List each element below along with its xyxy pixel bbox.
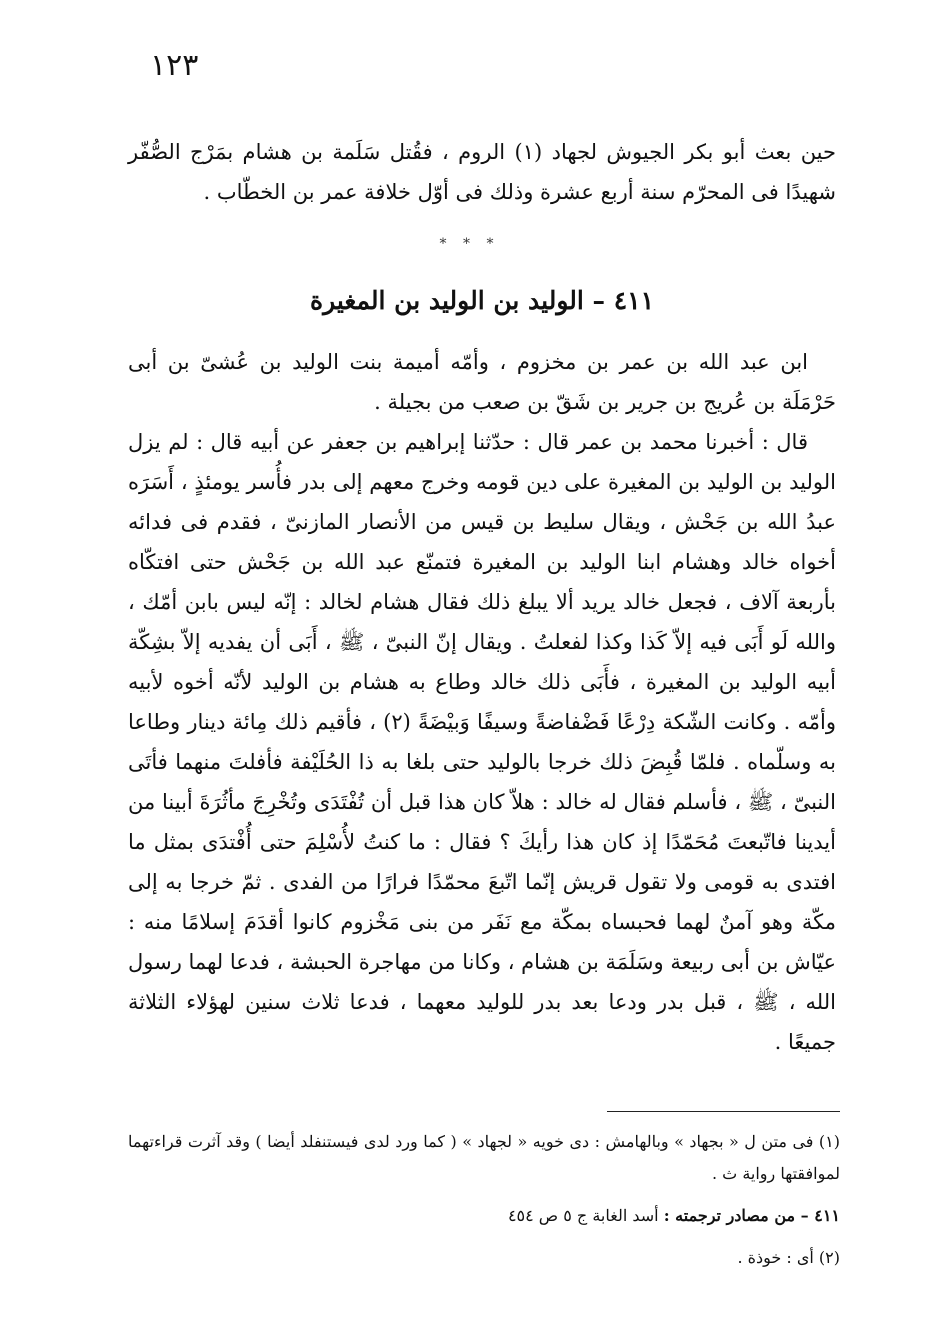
footnote-2: (٢) أى : خوذة . (737, 1248, 840, 1267)
entry-paragraph-1: ابن عبد الله بن عمر بن مخزوم ، وأمّه أميمة بنت الوليد بن عُشىّ بن أبى حَرْمَلَة بن عُريج بن جرير بن شَقّ بن صعب من بجيلة . (128, 350, 836, 414)
footnote-1: (١) فى متن ل « بجهاد » وبالهامش : دى خويه « لجهاد » ( كما ورد لدى فيستنفلد أيضا ) وقد آثرت قراءتهما لموافقتها رواية ث . (128, 1132, 841, 1183)
page-number: ١٢٣ (150, 48, 199, 83)
sources-note (128, 1200, 840, 1232)
entry-title: ٤١١ – الوليد بن الوليد بن المغيرة (309, 286, 655, 315)
intro-paragraph (128, 132, 836, 212)
sources-label: ٤١١ – من مصادر ترجمته : (663, 1206, 840, 1225)
entry-body (128, 342, 836, 1062)
footnote-divider (607, 1111, 840, 1112)
intro-text: حين بعث أبو بكر الجيوش لجهاد (١) الروم ، فقُتل سَلَمة بن هشام بمَرْج الصُّفّر شهيدًا فى المحرّم سنة أربع عشرة وذلك فى أوّل خلافة عمر بن الخطّاب . (128, 140, 836, 204)
entry-paragraph-2: قال : أخبرنا محمد بن عمر قال : حدّثنا إبراهيم بن جعفر عن أبيه قال : لم يزل الوليد بن الوليد بن المغيرة على دين قومه وخرج معهم إلى بدر فأُسر يومئذٍ ، أَسَرَه عبدُ الله بن جَحْش ، ويقال سليط بن قيس من الأنصار المازنىّ ، فقدم فى فدائه أخواه خالد وهشام ابنا الوليد بن المغيرة فتمنّع عبد الله بن جَحْش حتى افتكّاه بأربعة آلاف ، فجعل خالد يريد ألا يبلغ ذلك فقال هشام لخالد : إنّه ليس بابن أمّك ، والله لَو أَبَى فيه إلاّ كَذا وكذا لفعلتُ . ويقال إنّ النبىّ ، ﷺ ، أَبَى أن يفديه إلاّ بشِكّة أبيه الوليد بن المغيرة ، فأَبَى ذلك خالد وطاع به هشام بن الوليد لأنّه أخوه لأبيه وأمّه . وكانت الشّكة دِرْعًا فَضْفاضةً وسيفًا وَبيْضَةً (٢) ، فأقيم ذلك مِائة دينار وطاعا به وسلّماه . فلمّا قُبِضَ ذلك خرجا بالوليد حتى بلغا به ذا الحُلَيْفة فأفلتَ منهما فأتَى النبىّ ، ﷺ ، فأسلم فقال له خالد : هلاّ كان هذا قبل أن تُفْتَدَى وتُخْرِجَ مأثُرَةَ أبينا من أيدينا فاتّبعتَ مُحَمّدًا إذ كان هذا رأيكَ ؟ فقال : ما كنتُ لأُسْلِمَ حتى أُفْتدَى بمثل ما افتدى به قومى ولا تقول قريش إنّما اتّبعَ محمّدًا فرارًا من الفدى . ثمّ خرجا به إلى مكّة وهو آمنٌ لهما فحبساه بمكّة مع نَفَر من بنى مَخْزوم كانوا أقدَمَ إسلامًا منه : عيّاش بن أبى ربيعة وسَلَمَة بن هشام ، وكانا من مهاجرة الحبشة ، فدعا لهما رسول الله ، ﷺ ، قبل بدر ودعا بعد بدر للوليد معهما ، فدعا ثلاث سنين لهؤلاء الثلاثة جميعًا . (128, 430, 837, 1054)
section-separator: * * * (439, 236, 500, 252)
footnotes (128, 1126, 840, 1284)
sources-text: أسد الغابة ج ٥ ص ٤٥٤ (507, 1206, 659, 1225)
